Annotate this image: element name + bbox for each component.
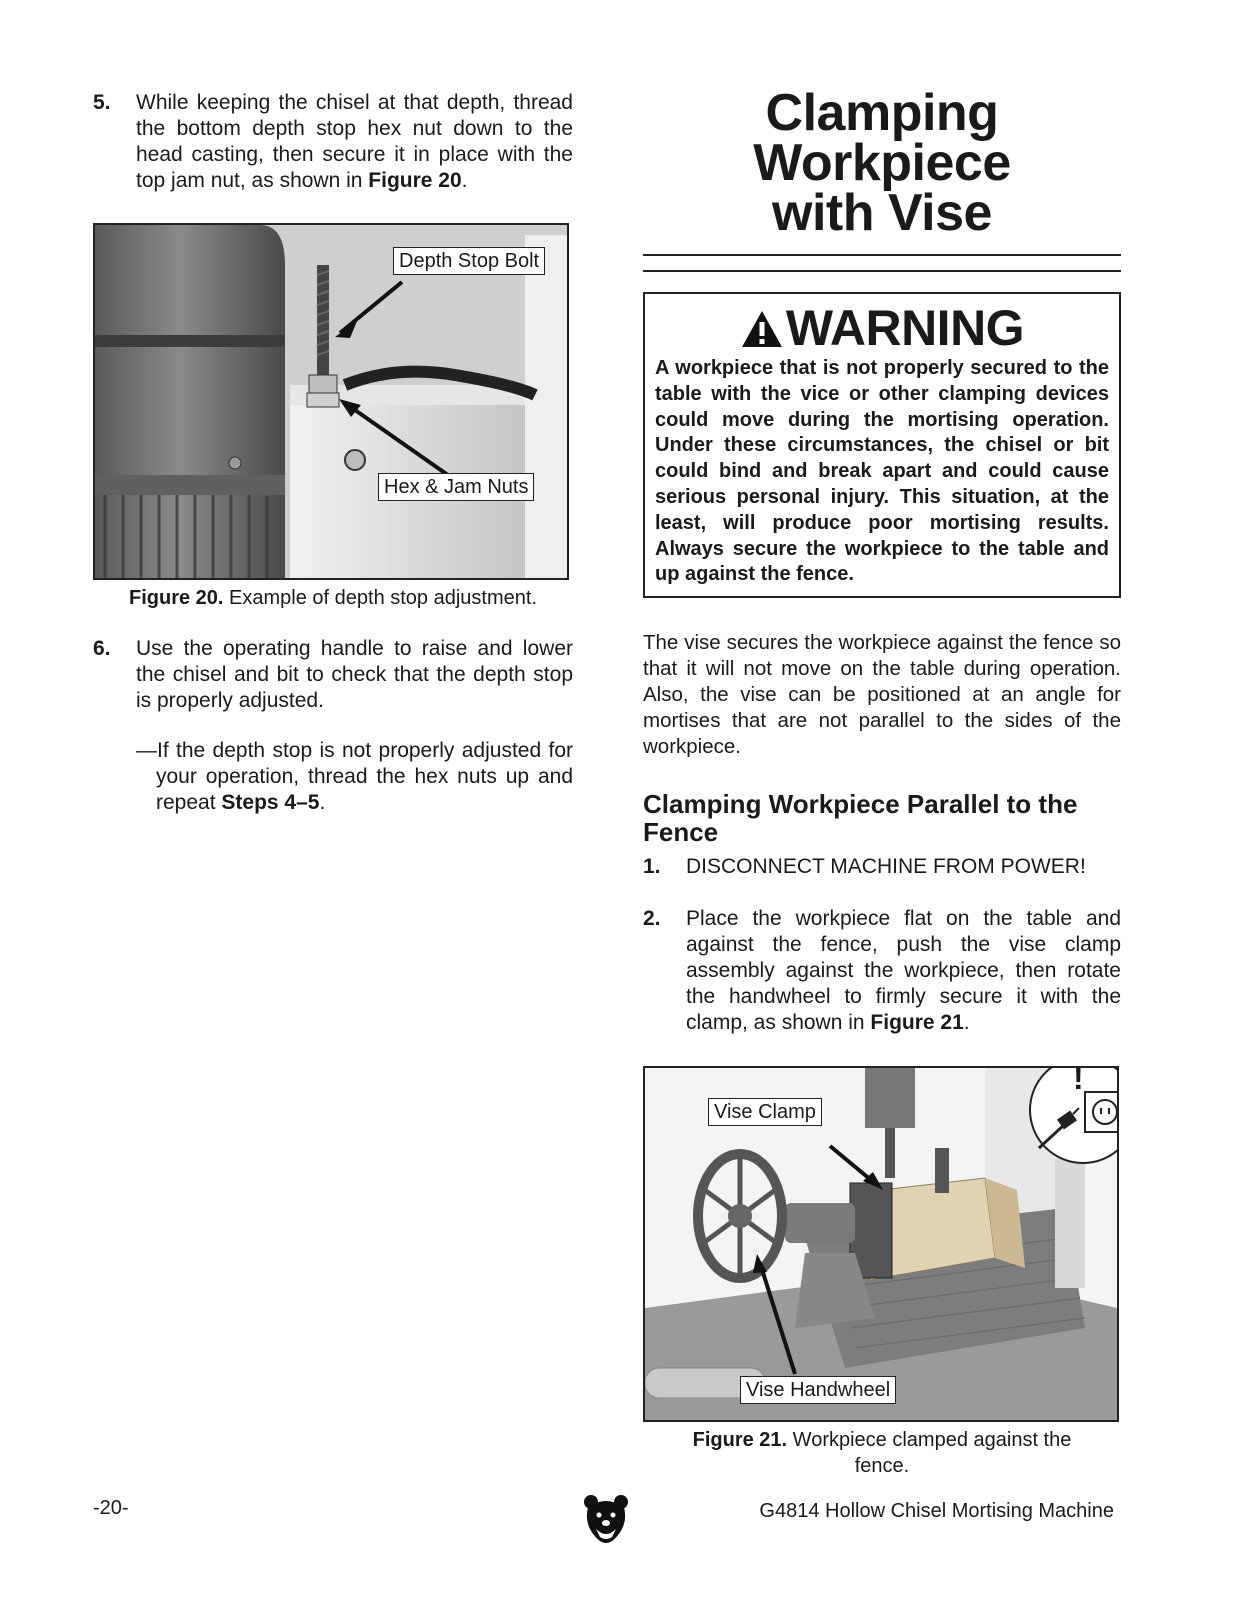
callout-depth-stop-bolt: Depth Stop Bolt [393, 247, 545, 275]
note-text: —If the depth stop is not properly adjusted for your operation, thread the hex nuts up and repeat [136, 739, 573, 814]
right-column [643, 84, 1121, 1479]
figure-21-photo [643, 1066, 1119, 1422]
warning-box [643, 292, 1121, 598]
step-2: 2. Place the workpiece flat on the table and against the fence, push the vise clamp assembly against the workpiece, then rotate the handwheel to firmly secure it with the clamp, as shown in Figure 21. [643, 907, 1121, 1035]
subsection-heading: Clamping Workpiece Parallel to the Fence [643, 789, 1078, 848]
power-warning-mark: ! [1073, 1066, 1084, 1097]
title-rule-top [643, 254, 1121, 256]
figure-reference: Figure 20 [368, 169, 462, 192]
step-text: While keeping the chisel at that depth, thread the bottom depth stop hex nut down to the head casting, then secure it in place with the top jam nut, as shown in [136, 91, 573, 192]
section-title: Clamping Workpiece with Vise [753, 84, 1011, 242]
callout-vise-handwheel: Vise Handwheel [740, 1376, 896, 1404]
step-6 [93, 636, 573, 714]
figure-20-caption [93, 585, 573, 611]
caption-text: Workpiece clamped against the fence. [787, 1429, 1072, 1478]
step-1 [643, 854, 1121, 880]
step-5: 5. While keeping the chisel at that depth, thread the bottom depth stop hex nut down to the head casting, then secure it in place with the top jam nut, as shown in Figure 20. [93, 91, 573, 192]
figure-20-photo [93, 223, 569, 580]
step-text: DISCONNECT MACHINE FROM POWER! [686, 855, 1086, 879]
bear-logo-icon [582, 1493, 630, 1550]
step-text: Place the workpiece flat on the table and against the fence, push the vise clamp assembly against the workpiece, then rotate the handwheel to firmly secure it with the clamp, as shown in [686, 907, 1121, 1035]
steps-reference: Steps 4–5 [221, 791, 320, 814]
caption-text: Example of depth stop adjustment. [223, 587, 537, 609]
vise-intro-paragraph: The vise secures the workpiece against the fence so that it will not move on the table during operation. Also, the vise can be positioned at an angle for mortises that are not parallel to the sides of the workpiece. [643, 631, 1121, 759]
warning-triangle-icon [740, 309, 784, 349]
step-text: Use the operating handle to raise and lower the chisel and bit to check that the depth stop is properly adjusted. [136, 637, 573, 712]
warning-heading: WARNING [655, 300, 1109, 356]
step-number: 1. [643, 855, 661, 879]
caption-label: Figure 21. [692, 1429, 788, 1452]
step-number: 2. [643, 907, 661, 931]
warning-text: A workpiece that is not properly secured to the table with the vice or other clamping devices could move during the mortising operation. Under these circumstances, the chisel or bit could bind and break apart and could cause serious personal injury. This situation, at the least, will produce poor mortising results. Always secure the workpiece to the table and up against the fence. [655, 357, 1109, 586]
left-column [93, 90, 573, 816]
step-number: 6. [93, 637, 111, 660]
step-6-note: —If the depth stop is not properly adjusted for your operation, thread the hex nuts up and repeat Steps 4–5. [136, 739, 573, 814]
figure-reference: Figure 21 [870, 1011, 964, 1035]
plug-outlet-icon [1029, 1066, 1119, 1160]
figure-21-caption [643, 1427, 1121, 1479]
document-title: G4814 Hollow Chisel Mortising Machine [759, 1500, 1114, 1522]
callout-vise-clamp: Vise Clamp [708, 1098, 822, 1126]
callout-hex-jam-nuts: Hex & Jam Nuts [378, 473, 534, 501]
caption-label: Figure 20. [129, 587, 224, 609]
title-rule-bottom [643, 270, 1121, 272]
depth-stop-illustration [95, 225, 567, 578]
disconnect-power-icon [1029, 1066, 1119, 1164]
step-number: 5. [93, 91, 111, 114]
page-number: -20- [93, 1497, 129, 1519]
